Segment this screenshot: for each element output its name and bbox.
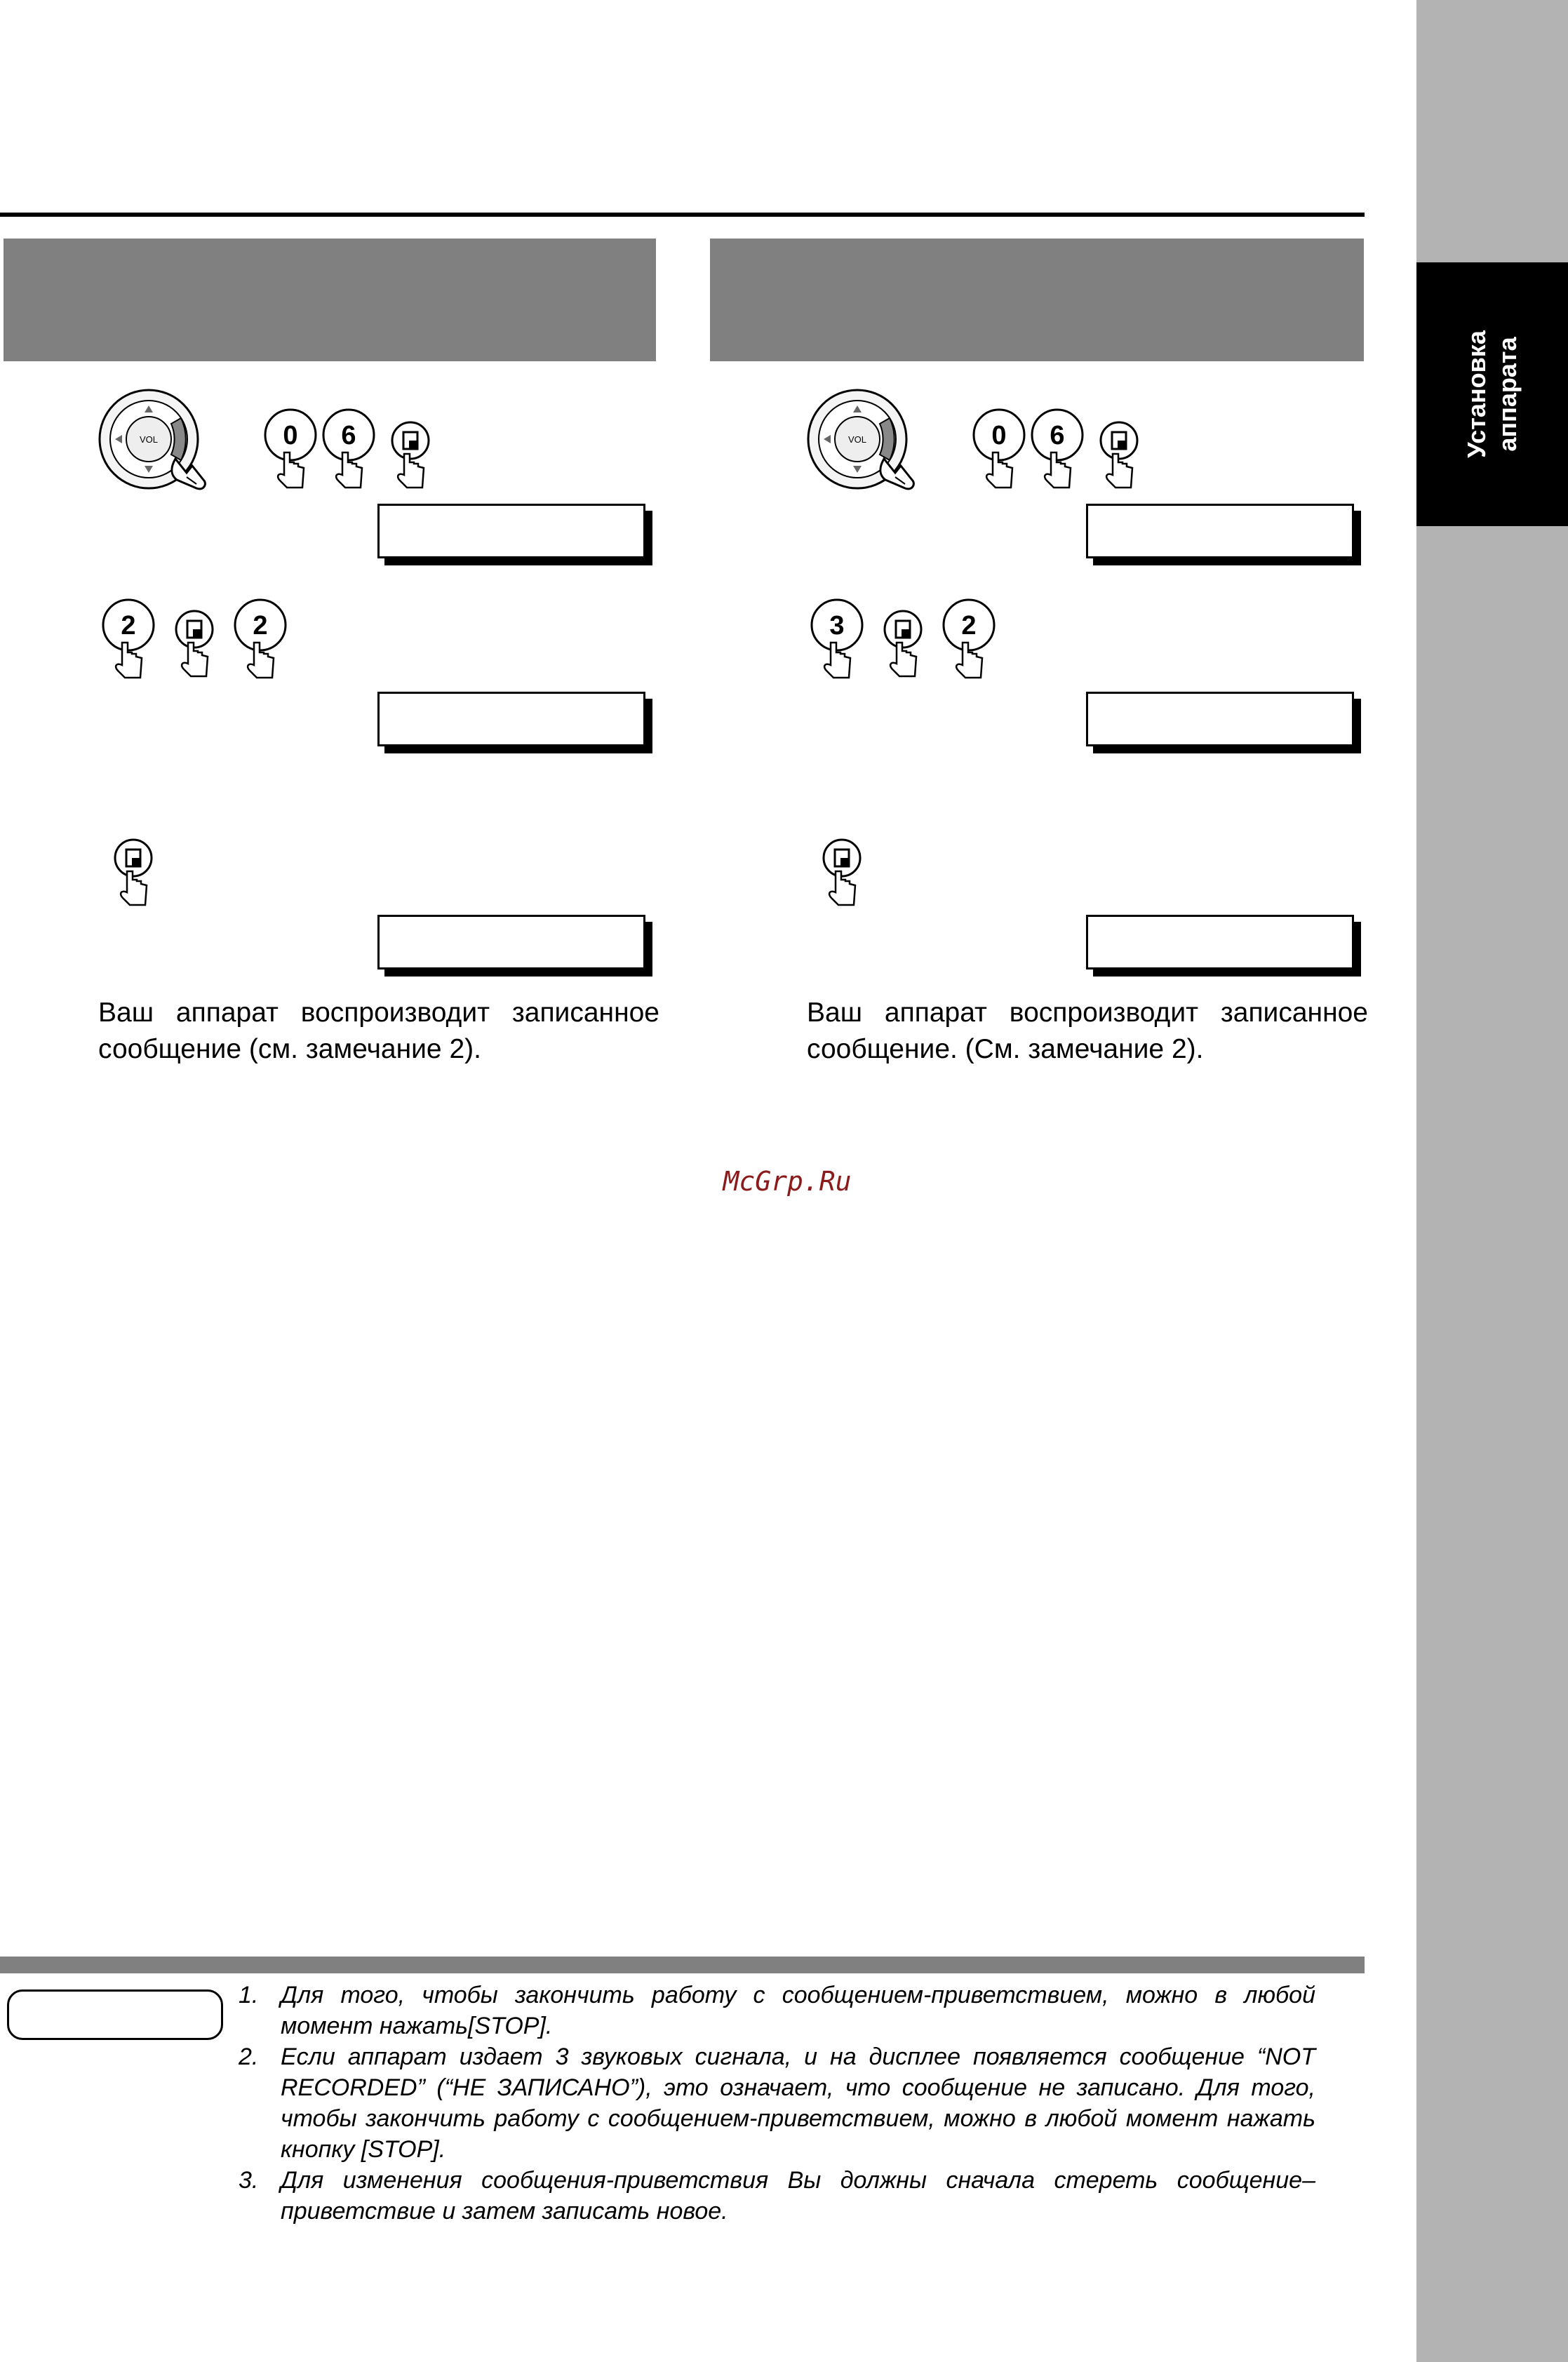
- key-3-icon: [810, 598, 864, 679]
- notes-divider-bar: [0, 1957, 1365, 1973]
- left-step2-key-2: 2: [253, 611, 268, 640]
- right-step2-key-2: 2: [961, 611, 977, 640]
- left-lcd-display-3: [377, 915, 645, 969]
- key-2-icon: [233, 598, 288, 679]
- set-key-icon: [170, 605, 219, 678]
- note-text: Для изменения сообщения-приветствия Вы должны сначала стереть сообщение–приветствие и затем записать новое.: [281, 2167, 1315, 2225]
- dial-vol-label: VOL: [139, 434, 159, 445]
- note-number: 3.: [239, 2167, 259, 2194]
- key-2-icon: [101, 598, 156, 679]
- dial-vol-label: VOL: [847, 434, 867, 445]
- left-step2-key-1: 2: [121, 611, 136, 640]
- set-key-icon: [878, 605, 927, 678]
- left-step1-key-1: 0: [283, 421, 298, 450]
- right-lcd-display-1: [1086, 504, 1354, 558]
- set-key-icon: [817, 833, 866, 906]
- right-step1-key-2: 6: [1050, 421, 1065, 450]
- right-lcd-display-3: [1086, 915, 1354, 969]
- right-result-text: Ваш аппарат воспроизводит записанное сообщение. (См. замечание 2).: [807, 998, 1368, 1064]
- right-step1-key-1: 0: [991, 421, 1007, 450]
- navigation-dial-icon: [98, 390, 232, 502]
- key-6-icon: [1030, 408, 1085, 489]
- key-0-icon: [972, 408, 1026, 489]
- left-step1-key-2: 6: [341, 421, 356, 450]
- note-number: 2.: [239, 2044, 259, 2070]
- notes-list: [239, 1980, 1315, 2227]
- left-result-text: Ваш аппарат воспроизводит записанное сообщение (см. замечание 2).: [98, 998, 659, 1064]
- key-6-icon: [321, 408, 376, 489]
- section-tab: [1416, 262, 1568, 526]
- note-item: [239, 2041, 1315, 2165]
- watermark: McGrp.Ru: [723, 1166, 852, 1197]
- note-item: [239, 1980, 1315, 2041]
- notes-label-box: [7, 1989, 223, 2040]
- section-tab-line1: Установка: [1462, 330, 1491, 458]
- section-tab-label: [1461, 330, 1523, 458]
- left-lcd-display-1: [377, 504, 645, 558]
- navigation-dial-icon: [807, 390, 940, 502]
- left-lcd-display-2: [377, 692, 645, 746]
- top-rule: [0, 213, 1365, 217]
- note-text: Для того, чтобы закончить работу с сообщением-приветствием, можно в любой момент нажать[STOP].: [281, 1982, 1315, 2039]
- right-step2-key-1: 3: [829, 611, 845, 640]
- right-header-bar: [710, 239, 1364, 361]
- note-number: 1.: [239, 1982, 259, 2008]
- set-key-icon: [386, 416, 435, 489]
- key-2-icon: [942, 598, 996, 679]
- key-0-icon: [263, 408, 318, 489]
- right-lcd-display-2: [1086, 692, 1354, 746]
- set-key-icon: [109, 833, 158, 906]
- section-tab-line2: аппарата: [1493, 337, 1522, 452]
- note-item: [239, 2165, 1315, 2227]
- note-text: Если аппарат издает 3 звуковых сигнала, и на дисплее появляется сообщение “NOT RECORDED” (“НЕ ЗАПИСАНО”), это означает, что сообщение не записано. Для того, чтобы закончить работу с сообщением-приветствием, можно в любой момент нажать кнопку [STOP].: [281, 2044, 1315, 2163]
- set-key-icon: [1094, 416, 1144, 489]
- left-header-bar: [4, 239, 656, 361]
